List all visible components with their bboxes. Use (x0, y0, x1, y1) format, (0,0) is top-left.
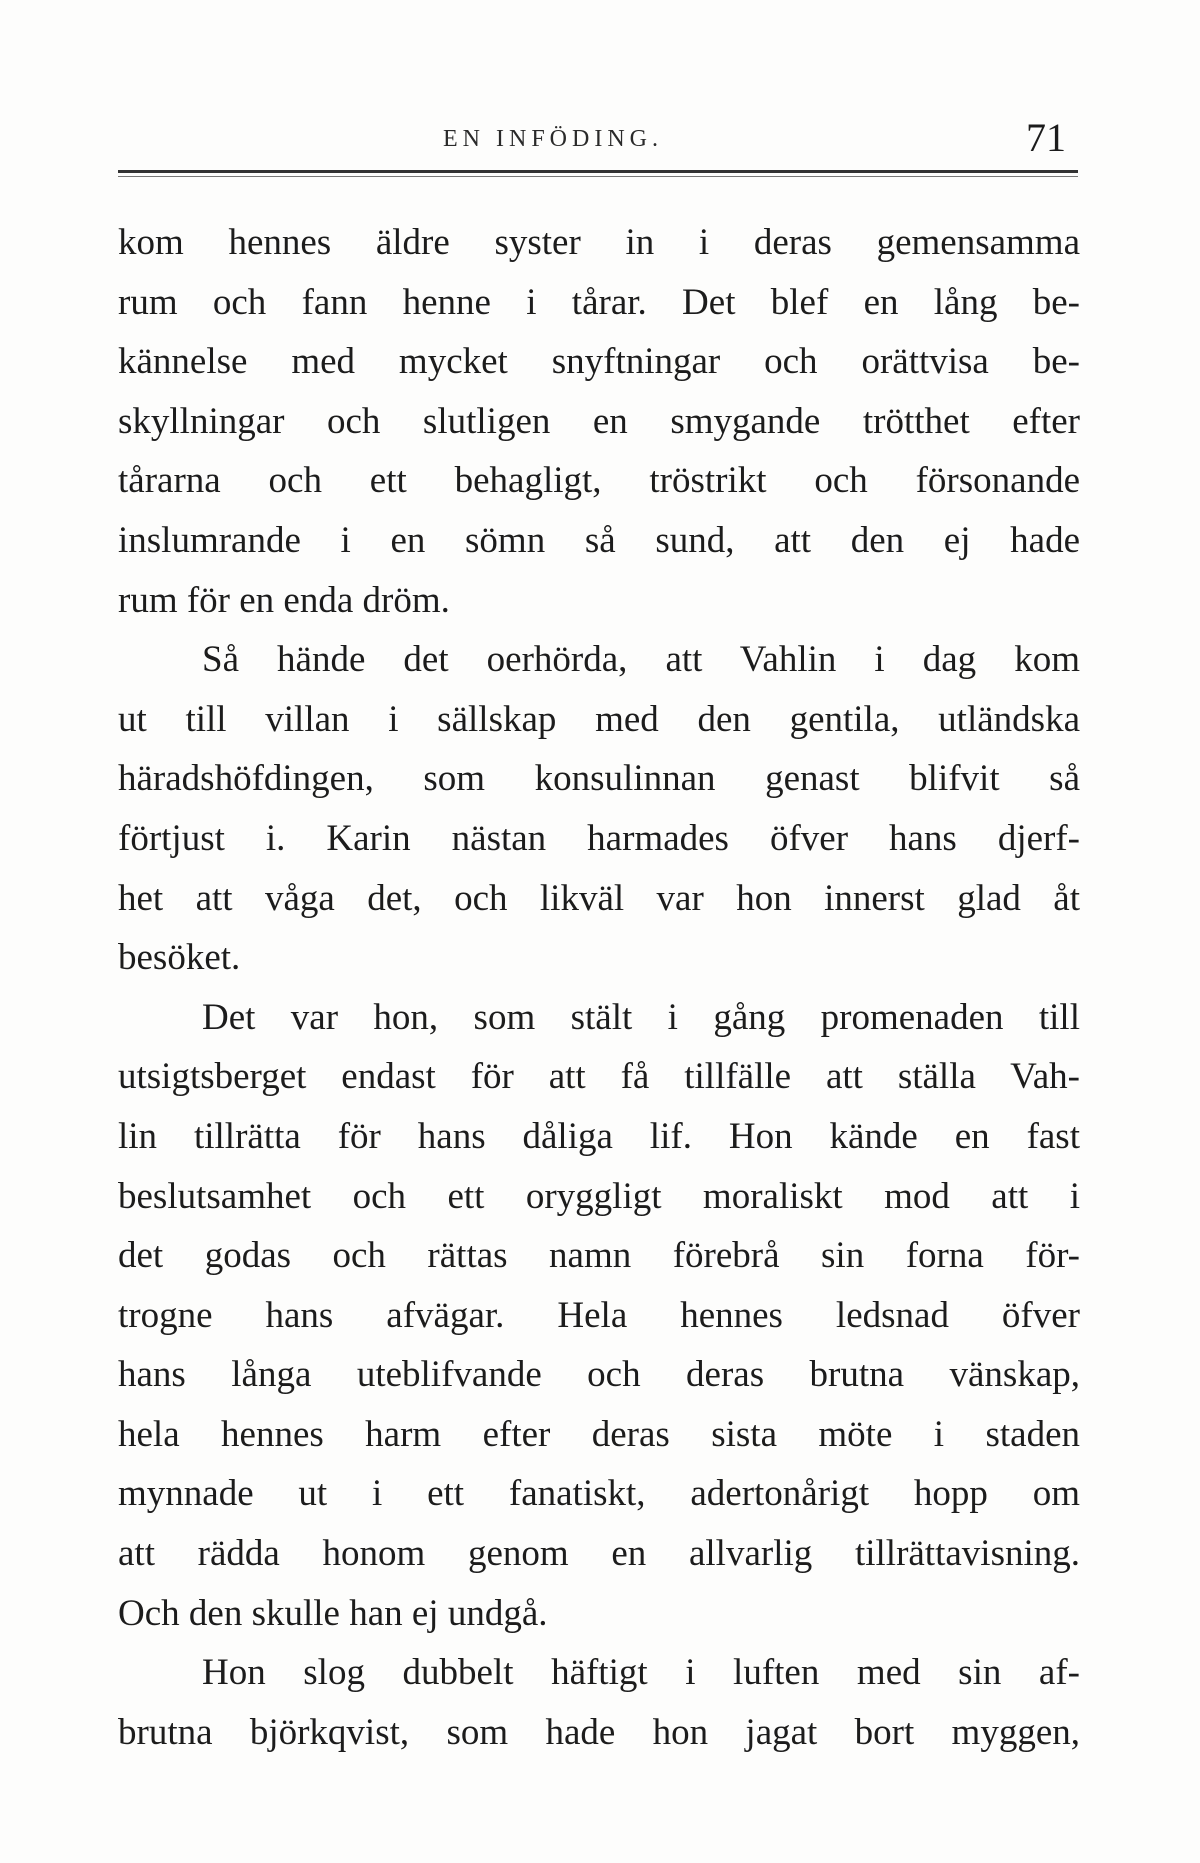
text-line: Och den skulle han ej undgå. (118, 1592, 548, 1634)
text-line: trogne hans afvägar. Hela hennes ledsnad öfver (118, 1294, 1080, 1336)
running-head: EN INFÖDING. (443, 126, 663, 152)
text-line: beslutsamhet och ett oryggligt moraliskt mod att i (118, 1175, 1080, 1217)
text-line: rum för en enda dröm. (118, 579, 450, 621)
header-rule-thin (118, 176, 1078, 177)
text-line: utsigtsberget endast för att få tillfälle att ställa Vah- (118, 1056, 1080, 1098)
text-line: förtjust i. Karin nästan harmades öfver hans djerf- (118, 817, 1080, 859)
body-text (118, 213, 1080, 1762)
page-number: 71 (1026, 115, 1066, 160)
text-line: besöket. (118, 937, 241, 979)
text-line: inslumrande i en sömn så sund, att den ej hade (118, 519, 1080, 561)
text-line: tårarna och ett behagligt, tröstrikt och försonande (118, 460, 1080, 502)
text-line: hans långa uteblifvande och deras brutna vänskap, (118, 1354, 1080, 1396)
text-line: Så hände det oerhörda, att Vahlin i dag kom (202, 639, 1080, 681)
text-line: brutna björkqvist, som hade hon jagat bort myggen, (118, 1711, 1080, 1753)
text-line: rum och fann henne i tårar. Det blef en lång be- (118, 281, 1080, 323)
text-line: Det var hon, som stält i gång promenaden till (202, 996, 1080, 1038)
text-line: lin tillrätta för hans dåliga lif. Hon kände en fast (118, 1115, 1080, 1157)
text-line: det godas och rättas namn förebrå sin forna för- (118, 1235, 1080, 1277)
page-header (118, 112, 1078, 172)
text-line: att rädda honom genom en allvarlig tillrättavisning. (118, 1533, 1080, 1575)
text-line: häradshöfdingen, som konsulinnan genast blifvit så (118, 758, 1080, 800)
text-line: kom hennes äldre syster in i deras gemensamma (118, 222, 1080, 263)
header-rule (118, 170, 1078, 173)
text-line: hela hennes harm efter deras sista möte i staden (118, 1413, 1080, 1455)
text-line: mynnade ut i ett fanatiskt, adertonårigt hopp om (118, 1473, 1080, 1515)
text-line: ut till villan i sällskap med den gentila, utländska (118, 698, 1080, 740)
text-line: skyllningar och slutligen en smygande trötthet efter (118, 400, 1080, 442)
text-line: kännelse med mycket snyftningar och orättvisa be- (118, 341, 1080, 383)
text-line: het att våga det, och likväl var hon innerst glad åt (118, 877, 1080, 919)
text-line: Hon slog dubbelt häftigt i luften med sin af- (202, 1652, 1080, 1694)
